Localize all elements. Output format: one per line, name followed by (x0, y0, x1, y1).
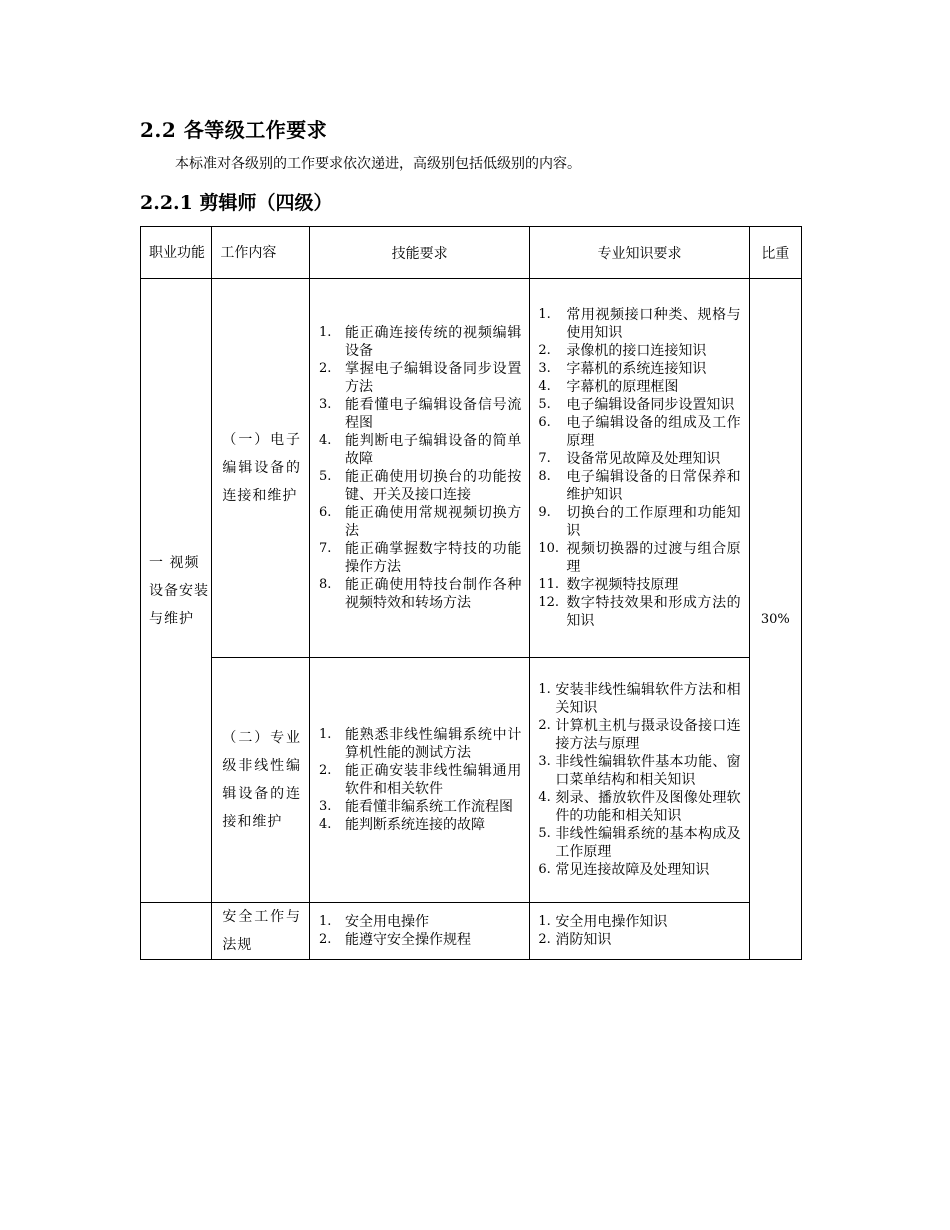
list-item (538, 540, 741, 576)
list-item (319, 324, 522, 360)
item-text: 能正确使用特技台制作各种视频特效和转场方法 (345, 577, 522, 611)
list-item (538, 753, 741, 789)
subsection-title: 2.2.1 剪辑师（四级） (140, 192, 333, 214)
item-number: 2. (538, 932, 551, 947)
work-content-cell: （二）专业级非线性编辑设备的连接和维护 (212, 658, 310, 903)
list-item (538, 468, 741, 504)
item-number: 2. (538, 718, 551, 733)
list-item (319, 432, 522, 468)
item-text: 能正确使用常规视频切换方法 (345, 505, 522, 539)
list-item (538, 931, 740, 949)
item-text: 安装非线性编辑软件方法和相关知识 (555, 682, 741, 716)
item-number: 3. (538, 361, 551, 376)
item-number: 2. (319, 361, 332, 376)
work-content-cell: （一）电子编辑设备的连接和维护 (212, 279, 310, 658)
item-number: 1. (319, 914, 332, 929)
list-item (319, 816, 521, 834)
table-header-row (141, 227, 802, 279)
item-text: 电子编辑设备的日常保养和维护知识 (566, 469, 741, 503)
item-number: 1. (538, 307, 551, 322)
list-item (538, 378, 740, 396)
header-work-content: 工作内容 (212, 227, 310, 279)
list-item (538, 861, 740, 879)
item-text: 消防知识 (555, 932, 612, 948)
item-text: 电子编辑设备同步设置知识 (566, 397, 735, 413)
item-number: 11. (538, 577, 560, 592)
item-text: 能正确安装非线性编辑通用软件和相关软件 (345, 763, 522, 797)
item-number: 8. (319, 577, 332, 592)
list-item (538, 717, 741, 753)
knowledge-list (530, 913, 748, 949)
item-text: 能看懂电子编辑设备信号流程图 (345, 397, 522, 431)
item-text: 切换台的工作原理和功能知识 (566, 505, 741, 539)
section-title: 2.2 各等级工作要求 (140, 118, 328, 142)
header-function: 职业功能 (141, 227, 212, 279)
list-item (538, 681, 741, 717)
list-item (538, 396, 740, 414)
item-text: 安全用电操作知识 (555, 914, 668, 930)
list-item (538, 342, 740, 360)
list-item (538, 576, 740, 594)
item-number: 4. (319, 817, 332, 832)
item-number: 5. (538, 397, 551, 412)
item-number: 1. (319, 727, 332, 742)
item-text: 能正确掌握数字特技的功能操作方法 (345, 541, 522, 575)
header-weight: 比重 (749, 227, 801, 279)
item-text: 非线性编辑软件基本功能、窗口菜单结构和相关知识 (555, 754, 741, 788)
skills-list (310, 913, 529, 949)
item-text: 能熟悉非线性编辑系统中计算机性能的测试方法 (345, 727, 522, 761)
item-number: 5. (538, 826, 551, 841)
list-item (319, 468, 522, 504)
item-number: 4. (538, 379, 551, 394)
item-number: 8. (538, 469, 551, 484)
list-item (538, 450, 740, 468)
list-item (319, 360, 522, 396)
knowledge-list (530, 681, 748, 879)
knowledge-cell (530, 903, 749, 960)
list-item (538, 306, 741, 342)
item-text: 能正确使用切换台的功能按键、开关及接口连接 (345, 469, 522, 503)
knowledge-list (530, 306, 748, 630)
item-text: 数字视频特技原理 (566, 577, 679, 593)
item-text: 能判断系统连接的故障 (345, 817, 485, 833)
item-number: 10. (538, 541, 560, 556)
item-number: 4. (538, 790, 551, 805)
item-text: 视频切换器的过渡与组合原理 (566, 541, 741, 575)
list-item (319, 762, 522, 798)
item-text: 常用视频接口种类、规格与使用知识 (566, 307, 741, 341)
table-row (141, 279, 802, 658)
intro-paragraph: 本标准对各级别的工作要求依次递进，高级别包括低级别的内容。 (175, 156, 581, 172)
list-item (538, 913, 740, 931)
item-text: 能判断电子编辑设备的简单故障 (345, 433, 522, 467)
item-number: 1. (319, 325, 332, 340)
item-text: 能看懂非编系统工作流程图 (345, 799, 513, 815)
list-item (319, 504, 522, 540)
list-item (319, 726, 522, 762)
work-requirements-table (140, 226, 802, 960)
knowledge-cell (530, 279, 749, 658)
skills-list (310, 726, 529, 834)
list-item (538, 594, 741, 630)
item-text: 能正确连接传统的视频编辑设备 (345, 325, 522, 359)
item-number: 5. (319, 469, 332, 484)
item-text: 安全用电操作 (345, 914, 429, 930)
list-item (319, 540, 522, 576)
list-item (538, 504, 741, 540)
list-item (319, 931, 521, 949)
item-text: 设备常见故障及处理知识 (566, 451, 721, 467)
list-item (538, 825, 741, 861)
list-item (319, 576, 522, 612)
table-row (141, 658, 802, 903)
table-row (141, 903, 802, 960)
item-text: 掌握电子编辑设备同步设置方法 (345, 361, 522, 395)
item-text: 计算机主机与摄录设备接口连接方法与原理 (555, 718, 741, 752)
item-number: 9. (538, 505, 551, 520)
work-content-cell: 安全工作与法规 (212, 903, 310, 960)
weight-cell: 30% (749, 279, 801, 960)
item-number: 7. (319, 541, 332, 556)
item-number: 4. (319, 433, 332, 448)
skills-cell (310, 279, 530, 658)
list-item (538, 789, 741, 825)
list-item (538, 360, 740, 378)
item-number: 2. (319, 932, 332, 947)
item-number: 1. (538, 914, 551, 929)
skills-cell (310, 903, 530, 960)
item-number: 7. (538, 451, 551, 466)
skills-cell (310, 658, 530, 903)
item-text: 电子编辑设备的组成及工作原理 (566, 415, 741, 449)
function-cell: 一 视频设备安装与维护 (141, 279, 212, 903)
item-text: 数字特技效果和形成方法的知识 (566, 595, 741, 629)
item-number: 3. (319, 799, 332, 814)
item-number: 2. (538, 343, 551, 358)
list-item (538, 414, 741, 450)
item-text: 刻录、播放软件及图像处理软件的功能和相关知识 (555, 790, 741, 824)
item-number: 6. (319, 505, 332, 520)
item-text: 能遵守安全操作规程 (345, 932, 471, 948)
knowledge-cell (530, 658, 749, 903)
list-item (319, 396, 522, 432)
item-text: 非线性编辑系统的基本构成及工作原理 (555, 826, 741, 860)
item-number: 6. (538, 415, 551, 430)
item-text: 字幕机的原理框图 (566, 379, 679, 395)
item-text: 字幕机的系统连接知识 (566, 361, 707, 377)
item-number: 3. (538, 754, 551, 769)
item-number: 12. (538, 595, 560, 610)
list-item (319, 913, 521, 931)
item-number: 6. (538, 862, 551, 877)
header-skills: 技能要求 (310, 227, 530, 279)
header-knowledge: 专业知识要求 (530, 227, 749, 279)
item-number: 3. (319, 397, 332, 412)
skills-list (310, 324, 529, 612)
item-number: 2. (319, 763, 332, 778)
list-item (319, 798, 521, 816)
item-text: 录像机的接口连接知识 (566, 343, 707, 359)
item-number: 1. (538, 682, 551, 697)
item-text: 常见连接故障及处理知识 (555, 862, 710, 878)
